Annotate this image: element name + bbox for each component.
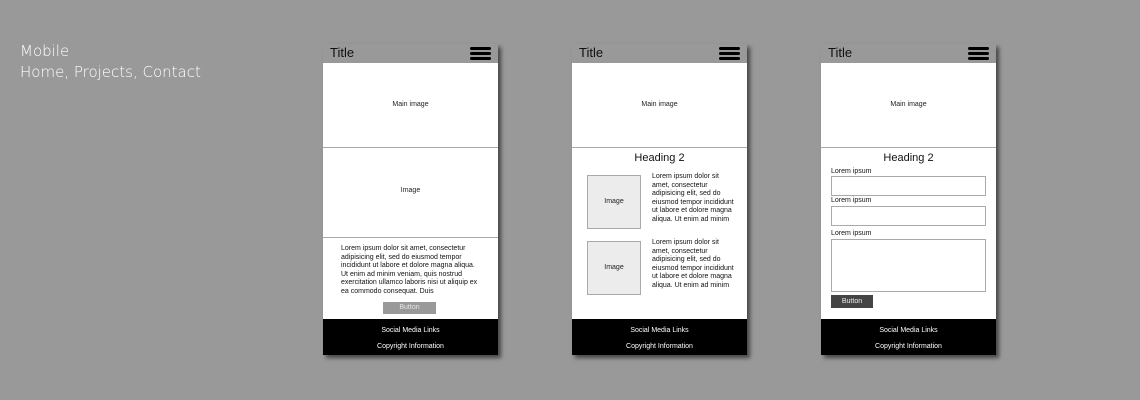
image-placeholder [323,148,498,238]
copyright-info: Copyright Information [626,343,693,350]
main-image-label: Main image [392,101,429,108]
main-image-placeholder [572,63,747,148]
header-bar [821,44,996,63]
project-text-2: Lorem ipsum dolor sit amet, consectetur adipisicing elit, sed do eiusmod tempor incididunt ut labore et dolore magna aliqua. Ut enim ad minim [652,239,734,289]
projects-screen [572,44,747,355]
project-text-1: Lorem ipsum dolor sit amet, consectetur adipisicing elit, sed do eiusmod tempor incididunt ut labore et dolore magna aliqua. Ut enim ad minim [652,173,734,223]
copyright-info: Copyright Information [377,343,444,350]
project-image-1: Image [587,175,641,229]
header-title: Title [579,45,604,60]
text-input-1[interactable] [831,176,986,196]
hamburger-icon[interactable] [719,47,740,60]
textarea-input[interactable] [831,239,986,292]
field-label-3: Lorem ipsum [831,230,872,237]
wireframe-caption [20,41,201,83]
social-media-links[interactable]: Social Media Links [879,327,938,334]
footer [572,319,747,355]
main-image-label: Main image [641,101,678,108]
field-label-2: Lorem ipsum [831,197,872,204]
hamburger-icon[interactable] [470,47,491,60]
main-image-label: Main image [890,101,927,108]
project-image-2: Image [587,241,641,295]
field-label-1: Lorem ipsum [831,168,872,175]
body-paragraph: Lorem ipsum dolor sit amet, consectetur adipisicing elit, sed do eiusmod tempor incididunt ut labore et dolore magna aliqua. Ut enim ad minim veniam, quis nostrud exercitation ullamco laboris nisi ut aliquip ex ea commodo consequat. Duis [341,245,478,295]
copyright-info: Copyright Information [875,343,942,350]
image-label: Image [400,187,421,194]
footer [323,319,498,355]
text-input-2[interactable] [831,206,986,226]
footer [821,319,996,355]
header-title: Title [330,45,355,60]
social-media-links[interactable]: Social Media Links [381,327,440,334]
main-image-placeholder [323,63,498,148]
social-media-links[interactable]: Social Media Links [630,327,689,334]
section-heading: Heading 2 [883,152,934,164]
contact-screen [821,44,996,355]
main-image-placeholder [821,63,996,148]
hamburger-icon[interactable] [968,47,989,60]
header-bar [572,44,747,63]
header-title: Title [828,45,853,60]
home-screen [323,44,498,355]
header-bar [323,44,498,63]
caption-pages: Home, Projects, Contact [20,63,201,81]
caption-title: Mobile [20,42,70,60]
submit-button[interactable]: Button [831,295,873,308]
section-heading: Heading 2 [634,152,685,164]
primary-button[interactable]: Button [383,302,436,314]
